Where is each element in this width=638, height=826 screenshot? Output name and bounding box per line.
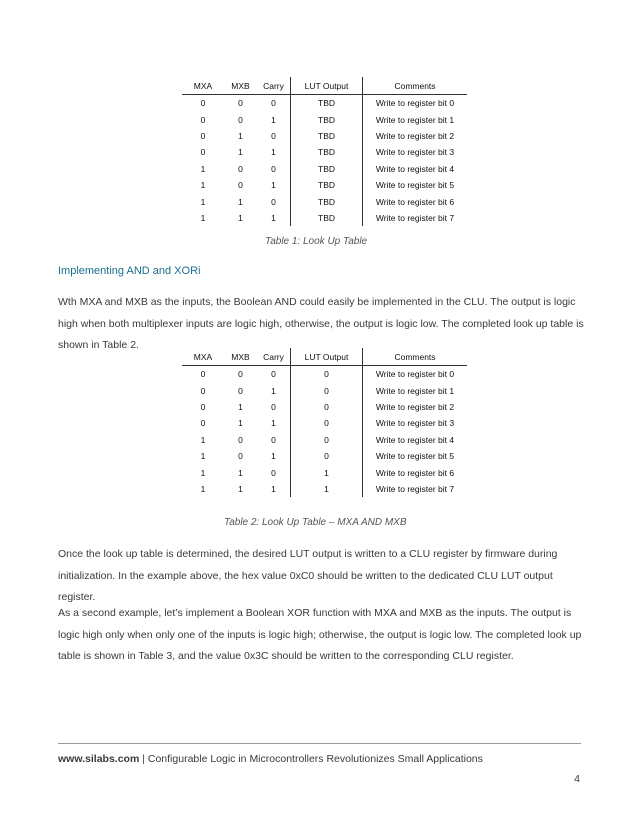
table-cell: Write to register bit 6 bbox=[363, 464, 468, 480]
table-cell: 1 bbox=[271, 114, 276, 125]
table-cell: TBD bbox=[291, 144, 363, 160]
table-row bbox=[182, 128, 467, 144]
table-cell: 1 bbox=[200, 180, 206, 191]
table-cell: 1 bbox=[271, 180, 276, 191]
table-cell: 0 bbox=[271, 434, 276, 445]
table-row bbox=[182, 432, 467, 448]
table-cell: 1 bbox=[271, 418, 276, 429]
column-header: Carry bbox=[257, 348, 291, 366]
table-cell: 0 bbox=[238, 434, 243, 445]
table-cell: Write to register bit 2 bbox=[363, 399, 468, 415]
table-cell: 0 bbox=[291, 399, 363, 415]
table-cell: 1 bbox=[238, 196, 243, 207]
column-header: MXA bbox=[182, 77, 224, 95]
table-cell: 1 bbox=[291, 481, 363, 497]
footer-divider bbox=[58, 743, 581, 744]
paragraph-and-intro: Wth MXA and MXB as the inputs, the Boolean AND could easily be implemented in the CLU. The output is logic high when both multiplexer inputs are logic high, otherwise, the output is logic low. The completed look up table is shown in Table 2. bbox=[58, 296, 584, 351]
table-row bbox=[182, 95, 467, 112]
table-1-caption: Table 1: Look Up Table bbox=[265, 236, 368, 247]
table-cell: 1 bbox=[271, 483, 276, 494]
column-header: MXB bbox=[224, 77, 257, 95]
table-row bbox=[182, 366, 467, 383]
table-row bbox=[182, 415, 467, 431]
table-cell: Write to register bit 0 bbox=[363, 95, 468, 112]
section-heading: Implementing AND and XORi bbox=[58, 265, 201, 277]
table-cell: Write to register bit 6 bbox=[363, 193, 468, 209]
table-cell: Write to register bit 3 bbox=[363, 415, 468, 431]
table-cell: 0 bbox=[200, 401, 206, 412]
table-cell: Write to register bit 5 bbox=[363, 177, 468, 193]
table-cell: TBD bbox=[291, 177, 363, 193]
table-cell: 0 bbox=[271, 196, 276, 207]
table-row bbox=[182, 464, 467, 480]
table-body bbox=[182, 366, 467, 498]
table-cell: 0 bbox=[271, 163, 276, 174]
table-row bbox=[182, 111, 467, 127]
table-cell: Write to register bit 2 bbox=[363, 128, 468, 144]
table-cell: 1 bbox=[200, 451, 206, 462]
column-header: MXB bbox=[224, 348, 257, 366]
table-row bbox=[182, 399, 467, 415]
table-cell: 0 bbox=[200, 418, 206, 429]
table-cell: 1 bbox=[238, 418, 243, 429]
table-header-row bbox=[182, 77, 467, 95]
table-cell: 0 bbox=[291, 366, 363, 383]
table-cell: 1 bbox=[291, 464, 363, 480]
table-cell: 0 bbox=[291, 382, 363, 398]
table-cell: 1 bbox=[238, 401, 243, 412]
table-cell: 0 bbox=[238, 369, 243, 380]
table-row bbox=[182, 161, 467, 177]
table-cell: 1 bbox=[271, 451, 276, 462]
column-header: LUT Output bbox=[291, 348, 363, 366]
table-row bbox=[182, 481, 467, 497]
footer-title: Configurable Logic in Microcontrollers Revolutionizes Small Applications bbox=[147, 753, 483, 765]
table-cell: 0 bbox=[291, 432, 363, 448]
page-number: 4 bbox=[574, 773, 580, 785]
table-cell: 1 bbox=[238, 467, 243, 478]
lookup-table-2 bbox=[182, 348, 467, 497]
table-cell: 0 bbox=[238, 180, 243, 191]
column-header: LUT Output bbox=[291, 77, 363, 95]
table-cell: Write to register bit 5 bbox=[363, 448, 468, 464]
table-cell: 0 bbox=[291, 448, 363, 464]
table-cell: 1 bbox=[200, 483, 206, 494]
table-header-row bbox=[182, 348, 467, 366]
table-cell: 0 bbox=[238, 451, 243, 462]
table-cell: Write to register bit 0 bbox=[363, 366, 468, 383]
table-cell: 1 bbox=[200, 434, 206, 445]
table-cell: 0 bbox=[271, 467, 276, 478]
table-cell: 0 bbox=[271, 98, 276, 109]
table-cell: Write to register bit 4 bbox=[363, 161, 468, 177]
table-cell: TBD bbox=[291, 128, 363, 144]
table-cell: 1 bbox=[200, 212, 206, 223]
table-row bbox=[182, 210, 467, 226]
table-cell: 1 bbox=[238, 147, 243, 158]
table-cell: Write to register bit 1 bbox=[363, 111, 468, 127]
table-cell: 1 bbox=[200, 163, 206, 174]
table-cell: Write to register bit 4 bbox=[363, 432, 468, 448]
table-cell: TBD bbox=[291, 210, 363, 226]
footer bbox=[58, 753, 483, 765]
table-cell: 0 bbox=[200, 130, 206, 141]
table-cell: TBD bbox=[291, 95, 363, 112]
table-cell: 0 bbox=[200, 114, 206, 125]
table-cell: 0 bbox=[291, 415, 363, 431]
table-cell: Write to register bit 3 bbox=[363, 144, 468, 160]
table-cell: 0 bbox=[200, 147, 206, 158]
table-cell: Write to register bit 7 bbox=[363, 210, 468, 226]
footer-url: www.silabs.com bbox=[58, 753, 140, 765]
table-cell: 0 bbox=[238, 98, 243, 109]
table-row bbox=[182, 382, 467, 398]
table-cell: 0 bbox=[271, 369, 276, 380]
table-cell: 1 bbox=[238, 483, 243, 494]
table-cell: Write to register bit 7 bbox=[363, 481, 468, 497]
table-row bbox=[182, 193, 467, 209]
table-cell: TBD bbox=[291, 193, 363, 209]
table-cell: Write to register bit 1 bbox=[363, 382, 468, 398]
table-cell: 0 bbox=[200, 369, 206, 380]
table-row bbox=[182, 177, 467, 193]
table-row bbox=[182, 144, 467, 160]
table-cell: 0 bbox=[238, 385, 243, 396]
table-2-caption: Table 2: Look Up Table – MXA AND MXB bbox=[224, 517, 407, 528]
table-cell: 0 bbox=[238, 114, 243, 125]
table-cell: 1 bbox=[271, 212, 276, 223]
table-cell: 1 bbox=[200, 467, 206, 478]
column-header: Comments bbox=[363, 348, 468, 366]
footer-separator: | bbox=[139, 753, 148, 765]
table-body bbox=[182, 95, 467, 227]
table-cell: 1 bbox=[238, 212, 243, 223]
column-header: Carry bbox=[257, 77, 291, 95]
table-cell: 0 bbox=[200, 98, 206, 109]
table-row bbox=[182, 448, 467, 464]
paragraph-lut-register: Once the look up table is determined, the desired LUT output is written to a CLU register by firmware during initialization. In the example above, the hex value 0xC0 should be written to the dedicated CLU LUT output register. bbox=[58, 548, 558, 603]
table-cell: 1 bbox=[271, 147, 276, 158]
table-cell: 0 bbox=[271, 130, 276, 141]
column-header: Comments bbox=[363, 77, 468, 95]
table-cell: 1 bbox=[271, 385, 276, 396]
table-cell: 1 bbox=[238, 130, 243, 141]
table-cell: 1 bbox=[200, 196, 206, 207]
column-header: MXA bbox=[182, 348, 224, 366]
table-cell: 0 bbox=[271, 401, 276, 412]
table-cell: TBD bbox=[291, 111, 363, 127]
paragraph-xor-example: As a second example, let’s implement a Boolean XOR function with MXA and MXB as the inputs. The output is logic high only when only one of the inputs is logic high; otherwise, the output is logic low. The completed look up table is shown in Table 3, and the value 0x3C should be written to the corresponding CLU register. bbox=[58, 607, 582, 662]
table-cell: TBD bbox=[291, 161, 363, 177]
table-cell: 0 bbox=[200, 385, 206, 396]
table-cell: 0 bbox=[238, 163, 243, 174]
lookup-table-1 bbox=[182, 77, 467, 226]
